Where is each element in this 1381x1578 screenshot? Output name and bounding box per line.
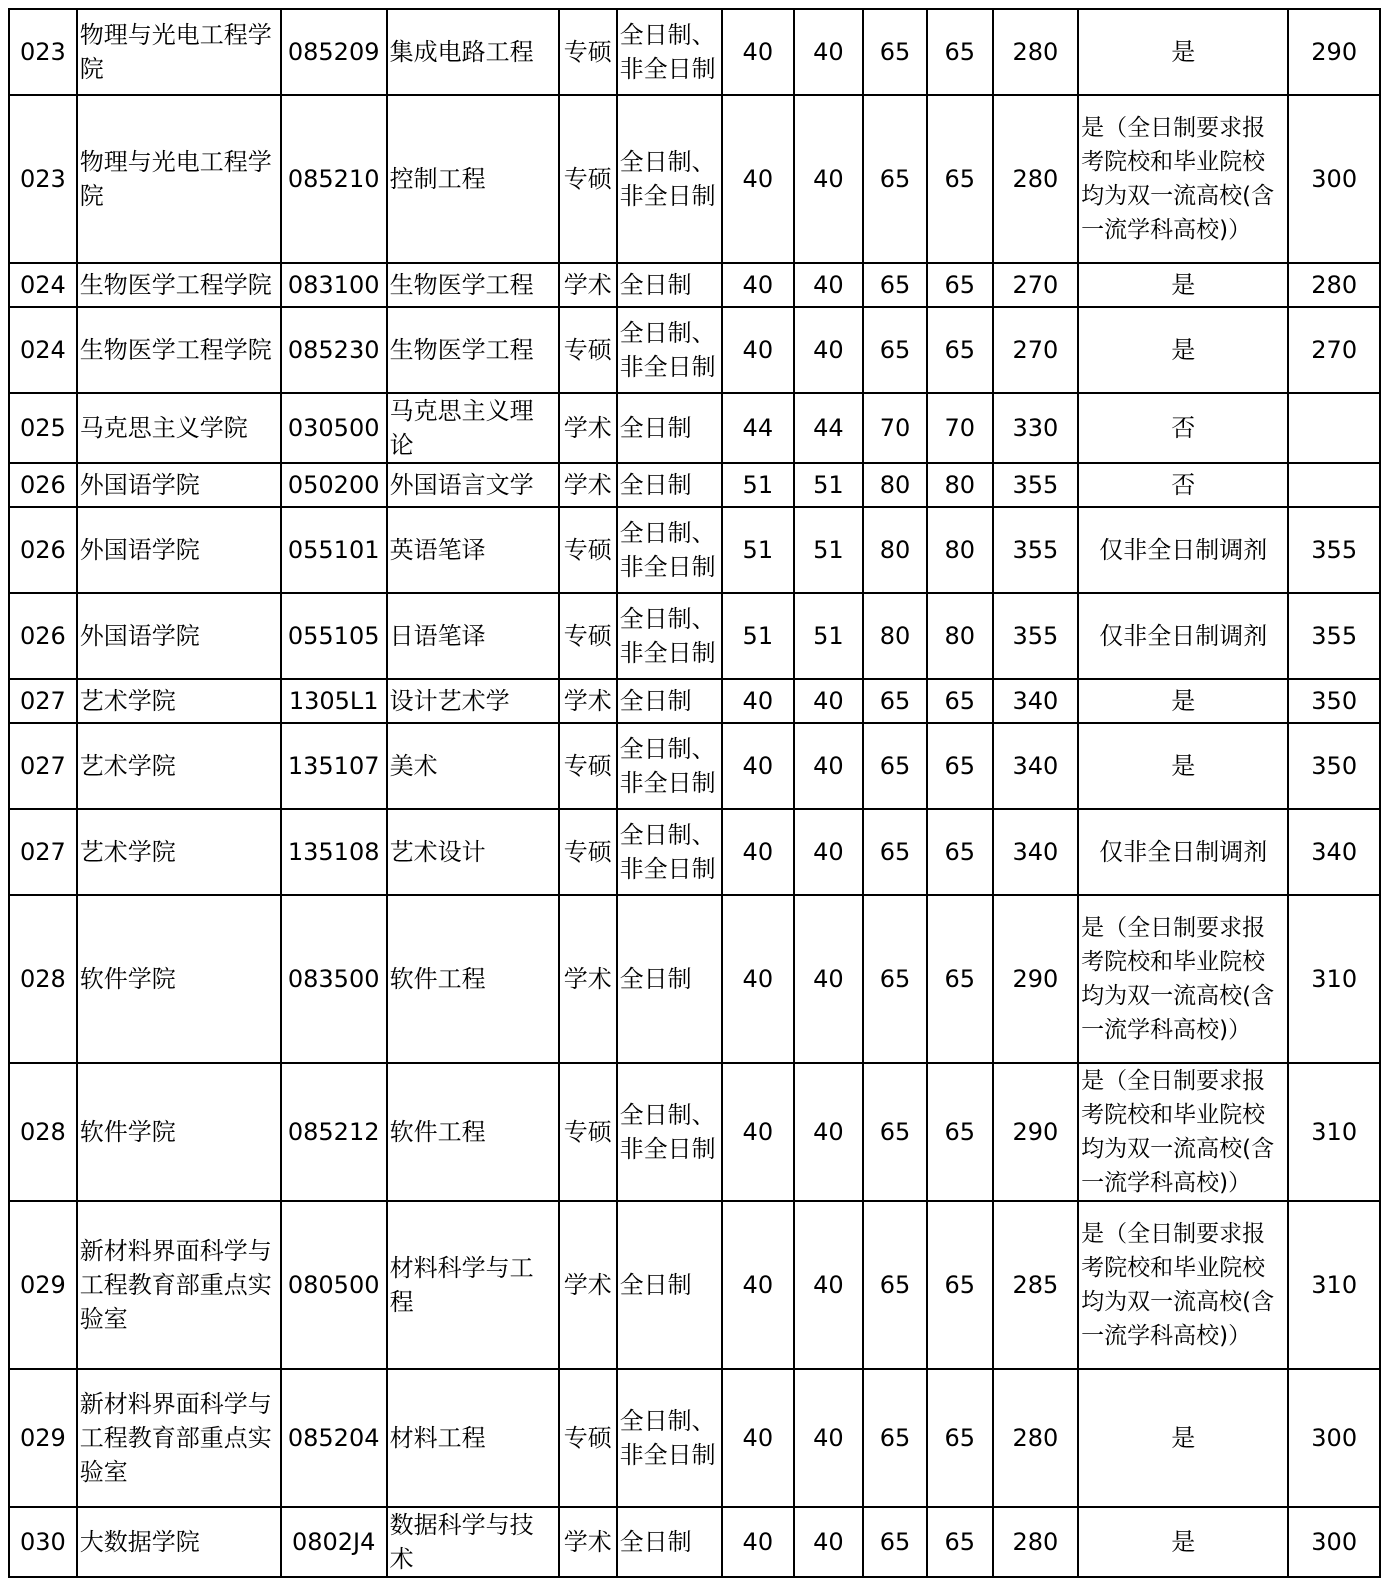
cell-degree-type: 专硕 [559,9,617,95]
cell-college-name: 艺术学院 [77,679,281,723]
cell-study-mode: 全日制 [617,679,722,723]
cell-score-1: 40 [722,679,794,723]
cell-adjustment: 是 [1078,1507,1288,1577]
cell-score-2: 51 [794,463,864,507]
cell-adjustment: 是（全日制要求报考院校和毕业院校均为双一流高校(含一流学科高校)） [1078,1201,1288,1369]
cell-total-score: 340 [993,679,1079,723]
cell-adjust-score: 355 [1288,507,1380,593]
cell-college-no: 028 [9,895,77,1063]
cell-study-mode: 全日制 [617,263,722,307]
cell-score-4: 65 [927,307,993,393]
cell-major-code: 085230 [281,307,387,393]
cell-college-name: 大数据学院 [77,1507,281,1577]
cell-study-mode: 全日制、非全日制 [617,1063,722,1201]
cell-total-score: 280 [993,95,1079,263]
cell-adjustment: 仅非全日制调剂 [1078,507,1288,593]
cell-score-3: 70 [863,393,927,463]
cell-degree-type: 专硕 [559,95,617,263]
table-row [9,895,1380,1063]
cell-score-1: 51 [722,507,794,593]
cell-score-1: 40 [722,9,794,95]
cell-college-name: 外国语学院 [77,507,281,593]
cell-college-no: 027 [9,809,77,895]
cell-college-name: 外国语学院 [77,463,281,507]
cell-adjustment: 是 [1078,679,1288,723]
cell-college-name: 物理与光电工程学院 [77,95,281,263]
cell-score-2: 40 [794,95,864,263]
cell-adjustment: 是 [1078,9,1288,95]
cell-college-no: 027 [9,679,77,723]
cell-study-mode: 全日制 [617,463,722,507]
cell-college-name: 马克思主义学院 [77,393,281,463]
cell-score-2: 40 [794,263,864,307]
cell-score-2: 40 [794,723,864,809]
cell-total-score: 290 [993,1063,1079,1201]
cell-college-no: 028 [9,1063,77,1201]
cell-degree-type: 学术 [559,463,617,507]
cell-major-name: 英语笔译 [387,507,559,593]
cell-score-4: 80 [927,507,993,593]
cell-major-name: 日语笔译 [387,593,559,679]
table-row [9,1507,1380,1577]
cell-score-3: 65 [863,723,927,809]
cell-adjust-score: 310 [1288,1201,1380,1369]
cell-score-1: 44 [722,393,794,463]
cell-study-mode: 全日制、非全日制 [617,809,722,895]
cell-study-mode: 全日制、非全日制 [617,9,722,95]
cell-study-mode: 全日制、非全日制 [617,723,722,809]
cell-total-score: 355 [993,463,1079,507]
cell-score-4: 65 [927,95,993,263]
cell-score-1: 40 [722,895,794,1063]
cell-total-score: 270 [993,307,1079,393]
cell-adjust-score: 300 [1288,1369,1380,1507]
cell-adjust-score: 350 [1288,679,1380,723]
cell-score-4: 80 [927,463,993,507]
cell-major-name: 美术 [387,723,559,809]
cell-major-code: 0802J4 [281,1507,387,1577]
cell-score-4: 65 [927,263,993,307]
cell-major-code: 083500 [281,895,387,1063]
cell-adjust-score: 310 [1288,1063,1380,1201]
cell-score-2: 40 [794,895,864,1063]
cell-college-no: 026 [9,463,77,507]
cell-degree-type: 学术 [559,1507,617,1577]
cell-college-name: 物理与光电工程学院 [77,9,281,95]
cell-score-1: 40 [722,307,794,393]
cell-adjust-score: 300 [1288,1507,1380,1577]
cell-total-score: 340 [993,809,1079,895]
cell-major-name: 艺术设计 [387,809,559,895]
table-row [9,507,1380,593]
cell-score-1: 51 [722,593,794,679]
cell-degree-type: 学术 [559,895,617,1063]
cell-score-1: 40 [722,1201,794,1369]
cell-score-1: 40 [722,1063,794,1201]
cell-degree-type: 专硕 [559,1369,617,1507]
cell-college-no: 023 [9,9,77,95]
cell-total-score: 270 [993,263,1079,307]
cell-score-4: 65 [927,1369,993,1507]
table-row [9,1201,1380,1369]
cell-score-4: 65 [927,9,993,95]
cell-score-3: 65 [863,263,927,307]
cell-score-2: 40 [794,9,864,95]
cell-adjust-score: 350 [1288,723,1380,809]
cell-score-1: 40 [722,723,794,809]
cell-college-no: 030 [9,1507,77,1577]
cell-score-2: 51 [794,593,864,679]
cell-major-name: 外国语言文学 [387,463,559,507]
cell-degree-type: 专硕 [559,1063,617,1201]
table-row [9,393,1380,463]
cell-major-name: 数据科学与技术 [387,1507,559,1577]
cell-degree-type: 学术 [559,679,617,723]
cell-adjustment: 否 [1078,463,1288,507]
cell-adjustment: 是（全日制要求报考院校和毕业院校均为双一流高校(含一流学科高校)） [1078,95,1288,263]
cell-adjustment: 是（全日制要求报考院校和毕业院校均为双一流高校(含一流学科高校)） [1078,1063,1288,1201]
cell-score-3: 65 [863,895,927,1063]
cell-major-name: 软件工程 [387,1063,559,1201]
cell-score-3: 65 [863,95,927,263]
cell-adjust-score: 310 [1288,895,1380,1063]
cell-score-3: 80 [863,507,927,593]
cell-adjust-score: 270 [1288,307,1380,393]
cell-major-name: 生物医学工程 [387,307,559,393]
cell-college-name: 艺术学院 [77,723,281,809]
cell-score-1: 40 [722,95,794,263]
cell-total-score: 330 [993,393,1079,463]
cell-major-name: 马克思主义理论 [387,393,559,463]
cell-college-no: 029 [9,1369,77,1507]
cell-study-mode: 全日制 [617,393,722,463]
cell-score-2: 40 [794,1369,864,1507]
cell-total-score: 280 [993,9,1079,95]
cell-major-code: 050200 [281,463,387,507]
cell-adjustment: 是 [1078,263,1288,307]
cell-score-4: 80 [927,593,993,679]
cell-score-2: 51 [794,507,864,593]
cell-total-score: 280 [993,1369,1079,1507]
cell-score-3: 65 [863,1201,927,1369]
cell-major-code: 080500 [281,1201,387,1369]
cell-adjust-score: 290 [1288,9,1380,95]
cell-adjustment: 仅非全日制调剂 [1078,809,1288,895]
cell-adjustment: 是 [1078,1369,1288,1507]
cell-adjust-score: 300 [1288,95,1380,263]
cell-adjust-score [1288,463,1380,507]
cell-degree-type: 专硕 [559,593,617,679]
cell-study-mode: 全日制 [617,1507,722,1577]
cell-major-name: 材料科学与工程 [387,1201,559,1369]
cell-major-code: 055105 [281,593,387,679]
cell-major-name: 生物医学工程 [387,263,559,307]
cell-score-3: 65 [863,1369,927,1507]
cell-degree-type: 学术 [559,1201,617,1369]
cell-degree-type: 专硕 [559,723,617,809]
cell-major-name: 集成电路工程 [387,9,559,95]
table-row [9,307,1380,393]
cell-college-no: 024 [9,307,77,393]
cell-score-3: 65 [863,1063,927,1201]
cell-adjust-score: 355 [1288,593,1380,679]
cell-score-3: 65 [863,1507,927,1577]
cell-college-name: 艺术学院 [77,809,281,895]
cell-total-score: 355 [993,507,1079,593]
table-row [9,9,1380,95]
cell-score-4: 65 [927,679,993,723]
cell-score-2: 40 [794,1201,864,1369]
cell-study-mode: 全日制、非全日制 [617,307,722,393]
cell-score-3: 65 [863,679,927,723]
cell-adjustment: 是 [1078,307,1288,393]
cell-score-3: 65 [863,307,927,393]
cell-college-no: 026 [9,507,77,593]
cell-total-score: 280 [993,1507,1079,1577]
cell-major-code: 085209 [281,9,387,95]
cell-adjustment: 是 [1078,723,1288,809]
cell-score-3: 65 [863,809,927,895]
cell-score-1: 40 [722,263,794,307]
cell-college-no: 025 [9,393,77,463]
cell-study-mode: 全日制、非全日制 [617,593,722,679]
cell-score-4: 65 [927,895,993,1063]
cell-total-score: 285 [993,1201,1079,1369]
cell-major-name: 材料工程 [387,1369,559,1507]
cell-college-name: 软件学院 [77,895,281,1063]
cell-college-name: 生物医学工程学院 [77,263,281,307]
cell-major-code: 1305L1 [281,679,387,723]
cell-college-name: 外国语学院 [77,593,281,679]
table-row [9,809,1380,895]
cell-college-no: 024 [9,263,77,307]
cell-adjustment: 否 [1078,393,1288,463]
cell-score-1: 51 [722,463,794,507]
table-row [9,263,1380,307]
cell-score-2: 40 [794,679,864,723]
cell-adjust-score [1288,393,1380,463]
cell-college-name: 生物医学工程学院 [77,307,281,393]
cell-major-code: 030500 [281,393,387,463]
cell-study-mode: 全日制 [617,895,722,1063]
cell-score-4: 70 [927,393,993,463]
cell-adjustment: 是（全日制要求报考院校和毕业院校均为双一流高校(含一流学科高校)） [1078,895,1288,1063]
table-row [9,723,1380,809]
cell-major-code: 135108 [281,809,387,895]
cell-degree-type: 专硕 [559,809,617,895]
cell-major-code: 135107 [281,723,387,809]
cell-score-2: 44 [794,393,864,463]
cell-study-mode: 全日制、非全日制 [617,1369,722,1507]
cell-score-4: 65 [927,1201,993,1369]
table-row [9,679,1380,723]
cell-college-name: 新材料界面科学与工程教育部重点实验室 [77,1369,281,1507]
table-row [9,463,1380,507]
cell-score-4: 65 [927,809,993,895]
cell-total-score: 355 [993,593,1079,679]
cell-study-mode: 全日制、非全日制 [617,507,722,593]
table-row [9,1369,1380,1507]
cell-score-2: 40 [794,307,864,393]
cell-college-no: 027 [9,723,77,809]
cell-score-2: 40 [794,809,864,895]
cell-score-1: 40 [722,809,794,895]
cell-study-mode: 全日制 [617,1201,722,1369]
cell-score-1: 40 [722,1369,794,1507]
table-row [9,95,1380,263]
cell-adjust-score: 340 [1288,809,1380,895]
score-table [8,8,1381,1578]
cell-college-name: 新材料界面科学与工程教育部重点实验室 [77,1201,281,1369]
cell-score-1: 40 [722,1507,794,1577]
table-row [9,593,1380,679]
cell-major-code: 085204 [281,1369,387,1507]
cell-score-3: 65 [863,9,927,95]
cell-major-code: 083100 [281,263,387,307]
cell-major-name: 设计艺术学 [387,679,559,723]
cell-major-name: 软件工程 [387,895,559,1063]
cell-study-mode: 全日制、非全日制 [617,95,722,263]
cell-score-4: 65 [927,1063,993,1201]
table-row [9,1063,1380,1201]
cell-college-name: 软件学院 [77,1063,281,1201]
cell-college-no: 026 [9,593,77,679]
cell-score-4: 65 [927,723,993,809]
cell-major-name: 控制工程 [387,95,559,263]
cell-degree-type: 专硕 [559,307,617,393]
cell-score-3: 80 [863,593,927,679]
cell-score-2: 40 [794,1063,864,1201]
cell-major-code: 055101 [281,507,387,593]
cell-total-score: 340 [993,723,1079,809]
cell-adjust-score: 280 [1288,263,1380,307]
table-body [9,9,1380,1577]
cell-degree-type: 专硕 [559,507,617,593]
cell-college-no: 023 [9,95,77,263]
cell-college-no: 029 [9,1201,77,1369]
cell-score-3: 80 [863,463,927,507]
cell-total-score: 290 [993,895,1079,1063]
cell-score-4: 65 [927,1507,993,1577]
cell-degree-type: 学术 [559,393,617,463]
cell-score-2: 40 [794,1507,864,1577]
cell-adjustment: 仅非全日制调剂 [1078,593,1288,679]
cell-major-code: 085212 [281,1063,387,1201]
cell-degree-type: 学术 [559,263,617,307]
cell-major-code: 085210 [281,95,387,263]
